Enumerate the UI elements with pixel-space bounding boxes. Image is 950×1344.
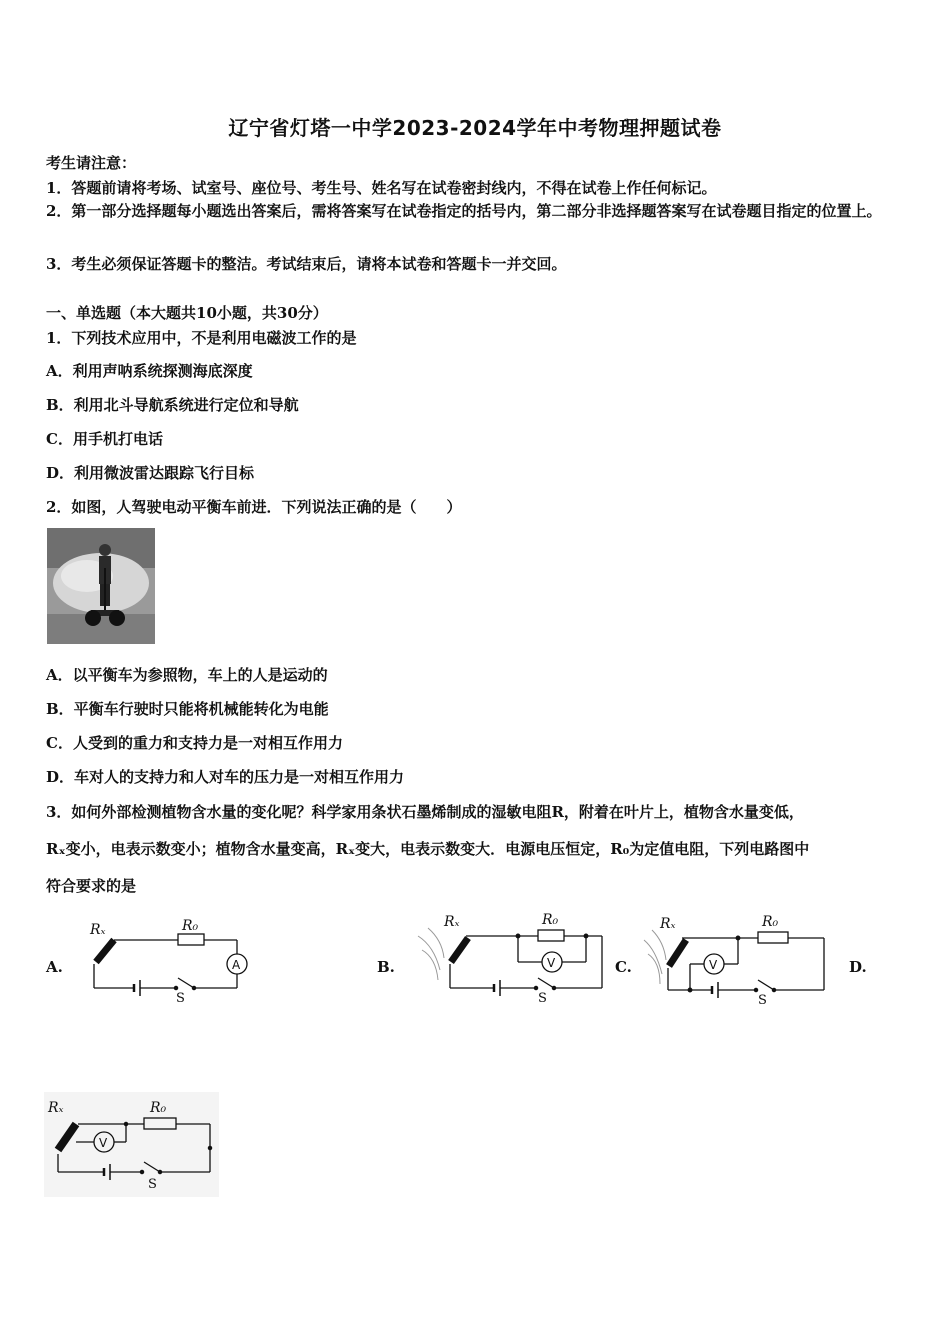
q2-option-c: C．人受到的重力和支持力是一对相互作用力 [46,734,343,752]
notice-item-2: 2．第一部分选择题每小题选出答案后，需将答案写在试卷指定的括号内，第二部分非选择题答案写在试卷题目指定的位置上。 [46,202,882,220]
q1-stem: 1．下列技术应用中，不是利用电磁波工作的是 [46,329,357,347]
notice-item-3: 3．考生必须保证答题卡的整洁。考试结束后，请将本试卷和答题卡一并交回。 [46,255,567,273]
switch-label: S [176,991,185,1005]
notice-item-1: 1．答题前请将考场、试室号、座位号、考生号、姓名写在试卷密封线内，不得在试卷上作任何标记。 [46,179,717,197]
switch-label: S [538,991,547,1006]
q1-option-c: C．用手机打电话 [46,430,163,448]
notice-heading: 考生请注意： [46,154,137,172]
switch-label: S [148,1177,157,1192]
circuit-a-r0-label: R₀ [182,918,199,934]
q1-option-d: D．利用微波雷达跟踪飞行目标 [46,464,255,482]
q3-stem-line-2: Rₓ变小，电表示数变小；植物含水量变高，Rₓ变大，电表示数变大．电源电压恒定，R₀为定值电阻，下列电路图中 [46,840,810,858]
circuit-diagram-d [44,1092,219,1197]
q2-stem: 2．如图，人驾驶电动平衡车前进．下列说法正确的是（ ） [46,498,462,516]
q3-stem-line-3: 符合要求的是 [46,877,137,895]
circuit-c-r0-label: R₀ [762,914,779,930]
switch-label: S [758,993,767,1006]
q2-option-b: B．平衡车行驶时只能将机械能转化为电能 [46,700,329,718]
q3-option-d-label: D. [849,958,867,976]
q3-option-b-label: B. [377,958,395,976]
circuit-c-rx-label: Rₓ [660,916,676,932]
circuit-diagram-c [640,906,830,1006]
ammeter-label: A [232,958,241,972]
q1-option-a: A．利用声呐系统探测海底深度 [46,362,253,380]
q3-option-a-label: A. [46,958,63,976]
circuit-b-rx-label: Rₓ [444,914,460,930]
circuit-diagram-a [84,910,254,1005]
voltmeter-label: V [547,956,556,970]
balance-scooter-photo [47,528,155,644]
q2-option-d: D．车对人的支持力和人对车的压力是一对相互作用力 [46,768,405,786]
circuit-d-r0-label: R₀ [150,1100,167,1116]
voltmeter-label: V [99,1136,108,1150]
circuit-b-r0-label: R₀ [542,912,559,928]
q3-option-c-label: C. [615,958,632,976]
voltmeter-label: V [709,958,718,972]
circuit-a-rx-label: Rₓ [90,922,106,938]
q2-option-a: A．以平衡车为参照物，车上的人是运动的 [46,666,328,684]
circuit-diagram-b [414,906,609,1006]
q3-stem-line-1: 3．如何外部检测植物含水量的变化呢？科学家用条状石墨烯制成的湿敏电阻R，附着在叶片上，植物含水量变低， [46,803,804,821]
q1-option-b: B．利用北斗导航系统进行定位和导航 [46,396,299,414]
exam-title: 辽宁省灯塔一中学2023-2024学年中考物理押题试卷 [228,116,722,140]
section-heading: 一、单选题（本大题共10小题，共30分） [46,304,328,322]
circuit-d-rx-label: Rₓ [48,1100,64,1116]
